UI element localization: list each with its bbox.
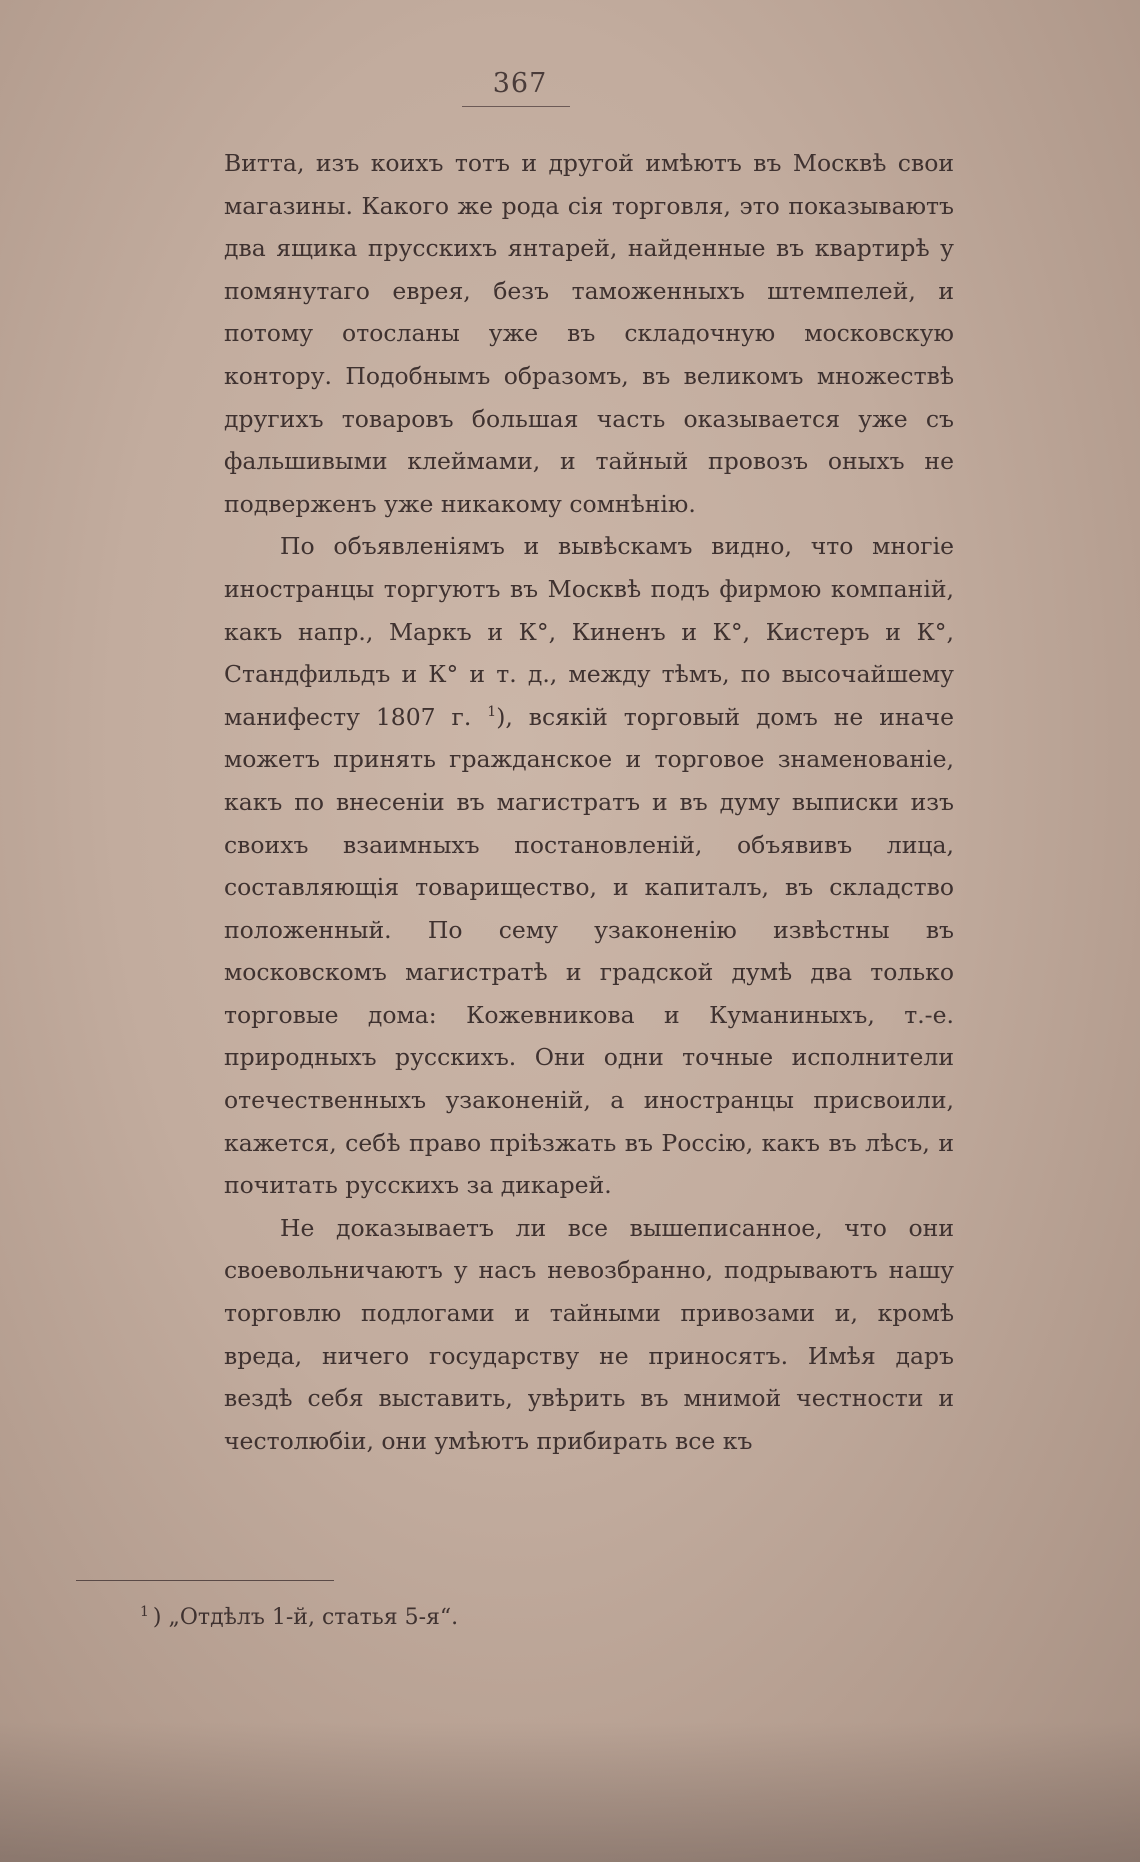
footnote [140,1604,458,1630]
footnote-reference: 1 [487,703,497,720]
header-rule [462,106,570,107]
page-number: 367 [492,68,548,99]
footnote-text: ) „Отдѣлъ 1-й, статья 5-я“. [152,1605,459,1630]
paragraph-2-part-2: ), всякій торговый домъ не иначе можетъ принять гражданское и торговое знаменованіе, какъ по внесеніи въ магистратъ и въ думу выписки изъ своихъ взаимныхъ постановленій, объявивъ лица, составляющія товарищество, и капиталъ, въ складство положенный. По сему узаконенію извѣстны въ московскомъ магистратѣ и градской думѣ два только торговые дома: Кожевникова и Куманиныхъ, т.-е. природныхъ русскихъ. Они одни точные исполнители отечественныхъ узаконеній, а иностранцы присвоили, кажется, себѣ право пріѣзжать въ Россію, какъ въ лѣсъ, и почитать русскихъ за дикарей. [224,702,954,1200]
footnote-rule [76,1580,334,1581]
paragraph-1: Витта, изъ коихъ тотъ и другой имѣютъ въ Москвѣ свои магазины. Какого же рода сія торговля, это показываютъ два ящика прусскихъ янтарей, найденные въ квартирѣ у помянутаго еврея, безъ таможенныхъ штемпелей, и потому отосланы уже въ складочную московскую контору. Подобнымъ образомъ, въ великомъ множествѣ другихъ товаровъ большая часть оказывается уже съ фальшивыми клеймами, и тайный провозъ оныхъ не подверженъ уже никакому сомнѣнію. [224,149,954,518]
footnote-mark: 1 [140,1604,149,1620]
paragraph-2-part-1: По объявленіямъ и вывѣскамъ видно, что многіе иностранцы торгуютъ въ Москвѣ подъ фирмою компаній, какъ напр., Маркъ и К°, Киненъ и К°, Кистеръ и К°, Стандфильдъ и К° и т. д., между тѣмъ, по высочайшему манифесту 1807 г. [224,532,954,731]
body-text [224,142,954,1462]
paragraph-3: Не доказываетъ ли все вышеписанное, что они своевольничаютъ у насъ невозбранно, подрываютъ нашу торговлю подлогами и тайными привозами и, кромѣ вреда, ничего государству не приносятъ. Имѣя даръ вездѣ себя выставить, увѣрить въ мнимой честности и честолюбіи, они умѣютъ прибирать все къ [224,1213,954,1455]
paragraph-2 [224,525,954,1207]
page-shadow [0,1722,1140,1862]
